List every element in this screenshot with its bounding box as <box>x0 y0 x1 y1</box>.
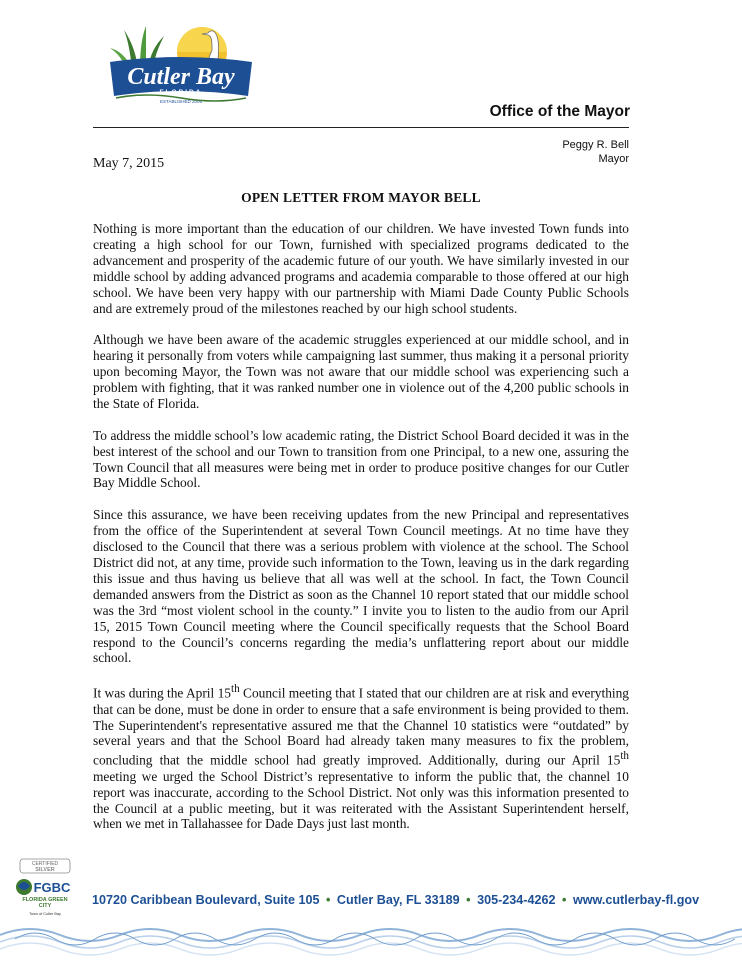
office-title: Office of the Mayor <box>489 103 630 120</box>
header-divider <box>93 127 629 128</box>
footer-website[interactable]: www.cutlerbay-fl.gov <box>572 893 700 907</box>
letter-body <box>93 221 629 832</box>
ordinal-suffix: th <box>620 750 629 763</box>
footer-separator: • <box>466 893 471 907</box>
fgbc-certified-badge <box>14 858 76 918</box>
logo-state: FLORIDA <box>159 89 203 96</box>
badge-town: Town of Cutler Bay <box>29 912 61 916</box>
paragraph-5-part-c: meeting we urged the School District’s representative to inform the public that, the channel 10 report was inaccurate, according to the School District. Not only was this information presented to the Council at a public meeting, but it was reiterated with the Assistant Superintendent herself, when we met in Tallahassee for Dade Days just last month. <box>93 768 629 832</box>
footer-address: 10720 Caribbean Boulevard, Suite 105 <box>92 893 320 907</box>
badge-acronym: FGBC <box>33 880 71 895</box>
paragraph-5-part-a: It was during the April 15 <box>93 685 231 701</box>
footer-separator: • <box>562 893 567 907</box>
paragraph-5 <box>93 682 629 832</box>
footer-city: Cutler Bay, FL 33189 <box>336 893 460 907</box>
paragraph-4: Since this assurance, we have been receiving updates from the new Principal and representatives from the office of the Superintendent at several Town Council meetings. At no time have they disclosed to the Council that there was a serious problem with violence at the school. The School District did not, at any time, provide such information to the Town, leaving us in the dark regarding this issue and thus having us believe that all was well at the school. In fact, the Town Council demanded answers from the District as soon as the Channel 10 report stated that our middle school was the 3rd “most violent school in the county.” I invite you to listen to the audio from our April 15, 2015 Town Council meeting where the Council specifically requests that the School Board respond to the Council’s concerns regarding the media’s unflattering report about our middle school. <box>93 507 629 666</box>
paragraph-3: To address the middle school’s low academic rating, the District School Board decided it was in the best interest of the school and our Town to transition from one Principal, to a new one, assuring the Town Council that all measures were being met in order to produce positive changes for our Cutler Bay Middle School. <box>93 427 629 491</box>
paragraph-5-part-b: Council meeting that I stated that our children are at risk and everything that can be done, must be done in order to ensure that a safe environment is being provided to them. The Superintendent's representative assured me that the Channel 10 statistics were “outdated” by several years and that the School Board had already taken many measures to fix the problem, concluding that the middle school had greatly improved. Additionally, during our April 15 <box>93 685 629 768</box>
footer-wave-decoration <box>0 915 742 960</box>
signer-name: Peggy R. Bell <box>562 139 629 151</box>
signer-title: Mayor <box>598 153 629 165</box>
ordinal-suffix: th <box>230 683 240 696</box>
footer-phone: 305-234-4262 <box>477 893 556 907</box>
logo-name: Cutler Bay <box>127 64 235 90</box>
paragraph-2: Although we have been aware of the academic struggles experienced at our middle school, and in hearing it personally from voters while campaigning last summer, thus making it a personal priority upon becoming Mayor, the Town was not aware that our middle school was experiencing such a problem with fighting, that it was ranked number one in violence out of the 4,200 public schools in the State of Florida. <box>93 332 629 411</box>
signer-block <box>562 138 629 166</box>
paragraph-1: Nothing is more important than the education of our children. We have invested Town funds into creating a high school for our Town, furnished with specialized programs dedicated to the advancement and prosperity of the academic future of our youth. We have similarly invested in our middle school by adding advanced programs and academia comparable to those offered at our high school. We have been very happy with our partnership with Miami Dade County Public Schools and are extremely proud of the milestones reached by our high school students. <box>93 221 629 316</box>
footer-separator: • <box>326 893 331 907</box>
footer-contact <box>92 893 699 907</box>
badge-level: SILVER <box>35 867 55 873</box>
letter-title: OPEN LETTER FROM MAYOR BELL <box>241 190 481 205</box>
badge-line1: FLORIDA GREEN <box>22 897 68 903</box>
cutler-bay-logo <box>106 22 256 106</box>
badge-line2: CITY <box>38 903 52 909</box>
letter-date: May 7, 2015 <box>93 156 165 171</box>
badge-certified: CERTIFIED <box>31 861 59 867</box>
logo-established: ESTABLISHED 2005 <box>160 99 202 104</box>
